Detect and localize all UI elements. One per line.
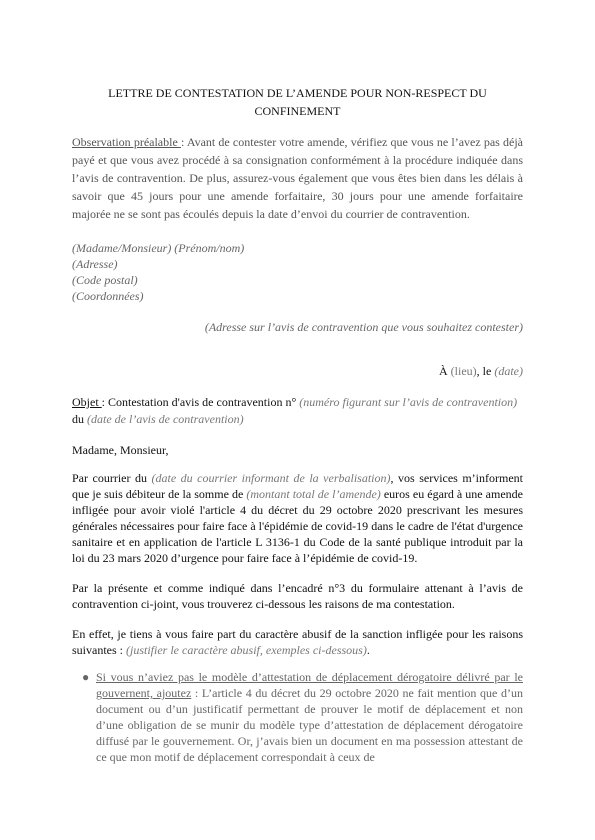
recipient-address: (Adresse sur l’avis de contravention que vous souhaitez contester) — [204, 320, 523, 334]
place-placeholder: (lieu) — [450, 364, 477, 378]
paragraph-1-text: , vos services m’informent que je suis débiteur de la somme de — [72, 471, 524, 501]
place-prefix: À — [439, 364, 451, 378]
sender-block — [72, 240, 523, 304]
preliminary-observation — [72, 133, 523, 223]
paragraph-1-text: euros eu égard à une amende infligée pour avoir violé l'article 4 du décret du 29 octobre 2020 prescrivant les mesures générales nécessaires pour faire face à l'épidémie de covid-19 dans le cadre de l'état d'urgence sanitaire et en application de l'article L 3136-1 du Code de la santé publique introduit par la loi du 23 mars 2020 d’urgence pour faire face à l’épidémie de covid-19. — [72, 487, 523, 565]
notice-date-placeholder: (date de l’avis de contravention) — [87, 412, 244, 426]
observation-text: : Avant de contester votre amende, vérifiez que vous ne l’avez pas déjà payé et que vous avez procédé à sa consignation conformément à la procédure indiquée dans l’avis de contravention. De plus, assurez-vous également que vous êtes bien dans les délais à savoir que 45 jours pour une amende forfaitaire, 30 jours pour une amende forfaitaire majorée ne se sont pas écoulés depuis la date d’envoi du courrier de contravention. — [72, 135, 523, 221]
sender-name: (Madame/Monsieur) (Prénom/nom) — [72, 241, 245, 255]
object-label: Objet — [72, 395, 102, 409]
notice-number-placeholder: (numéro figurant sur l’avis de contravention) — [299, 395, 518, 409]
object-text-du: du — [72, 412, 87, 426]
salutation: Madame, Monsieur, — [72, 443, 169, 457]
paragraph-3-text: En effet, je tiens à vous faire part du caractère abusif de la sanction infligée pour les raisons suivantes : — [72, 627, 523, 657]
bullet-condition: Si vous n’aviez pas le modèle d’attestation de déplacement dérogatoire délivré par le gouvernent, ajoutez — [96, 670, 523, 700]
paragraph-1-text: Par courrier du — [72, 471, 152, 485]
amount-placeholder: (montant total de l’amende) — [246, 487, 381, 501]
object-line — [72, 394, 523, 428]
paragraph-1 — [72, 470, 523, 566]
bullet-item-1 — [82, 669, 523, 765]
sender-contact: (Coordonnées) — [72, 289, 144, 303]
date-placeholder: (date) — [494, 364, 523, 378]
bullet-dot-icon: ● — [82, 670, 90, 684]
justification-placeholder: (justifier le caractère abusif, exemples ci-dessous) — [126, 643, 367, 657]
paragraph-2: Par la présente et comme indiqué dans l’encadré n°3 du formulaire attenant à l’avis de contravention ci-joint, vous trouverez ci-dessous les raisons de ma contestation. — [72, 581, 523, 611]
sender-address: (Adresse) — [72, 257, 118, 271]
place-date-separator: , le — [476, 364, 495, 378]
place-date-line — [72, 363, 523, 379]
object-text: : Contestation d'avis de contravention n° — [101, 395, 300, 409]
letter-date-placeholder: (date du courrier informant de la verbalisation) — [151, 471, 391, 485]
paragraph-3-end: . — [366, 643, 370, 657]
letter-title: LETTRE DE CONTESTATION DE L’AMENDE POUR NON-RESPECT DU CONFINEMENT — [108, 86, 487, 118]
observation-label: Observation préalable — [72, 135, 181, 149]
paragraph-3 — [72, 626, 523, 658]
sender-postal-code: (Code postal) — [72, 273, 138, 287]
bullet-text: : L’article 4 du décret du 29 octobre 2020 ne fait mention que d’un document ou d’un justificatif permettant de prouver le motif de déplacement et non d’une obligation de se munir du modèle type d’attestation de déplacement dérogatoire diffusé par le gouvernement. Or, j’avais bien un document en ma possession attestant de ce que mon motif de déplacement correspondait à ceux de — [96, 686, 523, 764]
